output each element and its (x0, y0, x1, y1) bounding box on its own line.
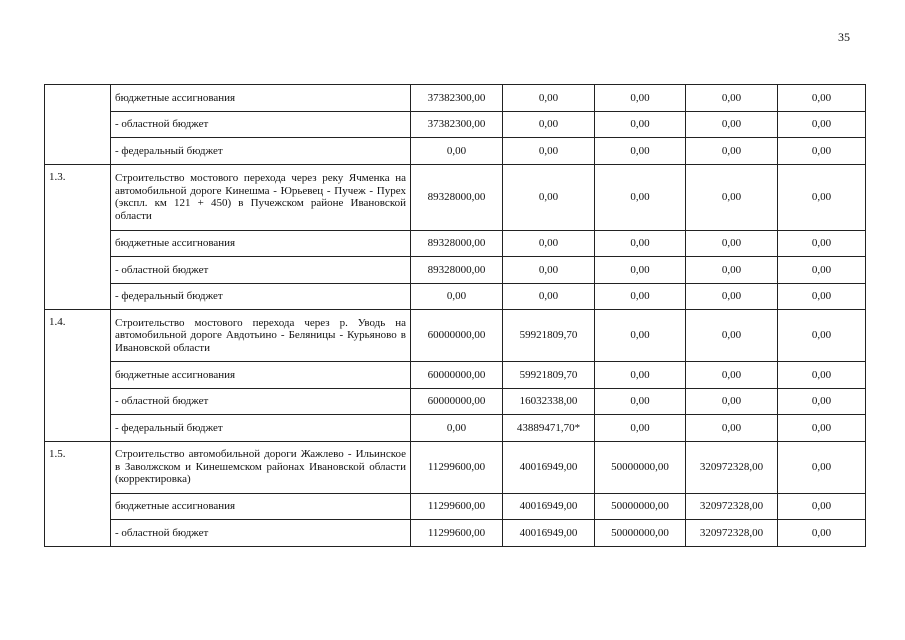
budget-table (44, 84, 866, 547)
section-number-cell: 1.4. (45, 310, 111, 442)
value-cell: 60000000,00 (411, 310, 503, 362)
value-cell: 40016949,00 (503, 493, 595, 520)
value-cell: 0,00 (778, 230, 866, 257)
table-row (45, 138, 866, 165)
value-cell: 0,00 (503, 230, 595, 257)
value-cell: 0,00 (595, 85, 686, 112)
row-label: бюджетные ассигнования (111, 230, 411, 257)
value-cell: 0,00 (778, 441, 866, 493)
section-number-cell: 1.3. (45, 164, 111, 310)
value-cell: 320972328,00 (686, 441, 778, 493)
value-cell: 59921809,70 (503, 310, 595, 362)
value-cell: 0,00 (686, 283, 778, 310)
value-cell: 0,00 (778, 520, 866, 547)
value-cell: 0,00 (411, 283, 503, 310)
value-cell: 0,00 (686, 362, 778, 389)
row-label: - федеральный бюджет (111, 138, 411, 165)
value-cell: 0,00 (778, 493, 866, 520)
value-cell: 0,00 (503, 257, 595, 284)
value-cell: 50000000,00 (595, 493, 686, 520)
table-row (45, 310, 866, 362)
value-cell: 89328000,00 (411, 230, 503, 257)
value-cell: 0,00 (686, 164, 778, 230)
table-row (45, 520, 866, 547)
table-row (45, 388, 866, 415)
value-cell: 0,00 (778, 257, 866, 284)
section-number-cell (45, 85, 111, 165)
value-cell: 0,00 (778, 362, 866, 389)
row-label: - федеральный бюджет (111, 283, 411, 310)
table-row (45, 493, 866, 520)
value-cell: 0,00 (411, 138, 503, 165)
value-cell: 0,00 (595, 283, 686, 310)
value-cell: 0,00 (595, 111, 686, 138)
row-label: бюджетные ассигнования (111, 85, 411, 112)
value-cell: 89328000,00 (411, 257, 503, 284)
value-cell: 0,00 (595, 415, 686, 442)
page-number: 35 (838, 30, 850, 44)
value-cell: 60000000,00 (411, 388, 503, 415)
value-cell: 0,00 (778, 310, 866, 362)
value-cell: 40016949,00 (503, 520, 595, 547)
value-cell: 0,00 (686, 111, 778, 138)
table-row (45, 283, 866, 310)
value-cell: 0,00 (595, 230, 686, 257)
value-cell: 0,00 (595, 138, 686, 165)
row-label: - областной бюджет (111, 257, 411, 284)
item-title: Строительство автомобильной дороги Жажлево - Ильинское в Заволжском и Кинешемском районах Ивановской области (корректировка) (111, 441, 411, 493)
value-cell: 0,00 (595, 388, 686, 415)
table-row (45, 230, 866, 257)
row-label: - областной бюджет (111, 520, 411, 547)
value-cell: 0,00 (595, 164, 686, 230)
row-label: бюджетные ассигнования (111, 493, 411, 520)
value-cell: 0,00 (503, 164, 595, 230)
table-row (45, 362, 866, 389)
value-cell: 16032338,00 (503, 388, 595, 415)
value-cell: 0,00 (411, 415, 503, 442)
value-cell: 0,00 (686, 85, 778, 112)
value-cell: 0,00 (778, 138, 866, 165)
value-cell: 0,00 (778, 283, 866, 310)
row-label: бюджетные ассигнования (111, 362, 411, 389)
table-row (45, 164, 866, 230)
item-title: Строительство мостового перехода через реку Ячменка на автомобильной дороге Кинешма - Юрьевец - Пучеж - Пурех (экспл. км 121 + 450) в Пучежском районе Ивановской области (111, 164, 411, 230)
value-cell: 11299600,00 (411, 520, 503, 547)
value-cell: 0,00 (778, 111, 866, 138)
section-number-cell: 1.5. (45, 441, 111, 546)
row-label: - федеральный бюджет (111, 415, 411, 442)
row-label: - областной бюджет (111, 388, 411, 415)
value-cell: 0,00 (503, 283, 595, 310)
value-cell: 0,00 (595, 257, 686, 284)
value-cell: 11299600,00 (411, 441, 503, 493)
value-cell: 60000000,00 (411, 362, 503, 389)
value-cell: 43889471,70* (503, 415, 595, 442)
value-cell: 89328000,00 (411, 164, 503, 230)
value-cell: 37382300,00 (411, 85, 503, 112)
value-cell: 37382300,00 (411, 111, 503, 138)
item-title: Строительство мостового перехода через р. Уводь на автомобильной дороге Авдотьино - Беляницы - Курьяново в Ивановской области (111, 310, 411, 362)
value-cell: 0,00 (778, 164, 866, 230)
value-cell: 0,00 (778, 388, 866, 415)
value-cell: 320972328,00 (686, 520, 778, 547)
value-cell: 40016949,00 (503, 441, 595, 493)
value-cell: 0,00 (686, 388, 778, 415)
table-row (45, 257, 866, 284)
value-cell: 0,00 (686, 138, 778, 165)
value-cell: 59921809,70 (503, 362, 595, 389)
value-cell: 0,00 (503, 138, 595, 165)
value-cell: 0,00 (778, 415, 866, 442)
value-cell: 0,00 (503, 111, 595, 138)
table-row (45, 415, 866, 442)
value-cell: 0,00 (686, 257, 778, 284)
table-row (45, 441, 866, 493)
value-cell: 0,00 (686, 310, 778, 362)
row-label: - областной бюджет (111, 111, 411, 138)
value-cell: 0,00 (595, 310, 686, 362)
value-cell: 50000000,00 (595, 520, 686, 547)
value-cell: 0,00 (778, 85, 866, 112)
value-cell: 50000000,00 (595, 441, 686, 493)
table-row (45, 85, 866, 112)
value-cell: 0,00 (503, 85, 595, 112)
table-row (45, 111, 866, 138)
value-cell: 0,00 (686, 415, 778, 442)
value-cell: 320972328,00 (686, 493, 778, 520)
value-cell: 11299600,00 (411, 493, 503, 520)
value-cell: 0,00 (686, 230, 778, 257)
value-cell: 0,00 (595, 362, 686, 389)
